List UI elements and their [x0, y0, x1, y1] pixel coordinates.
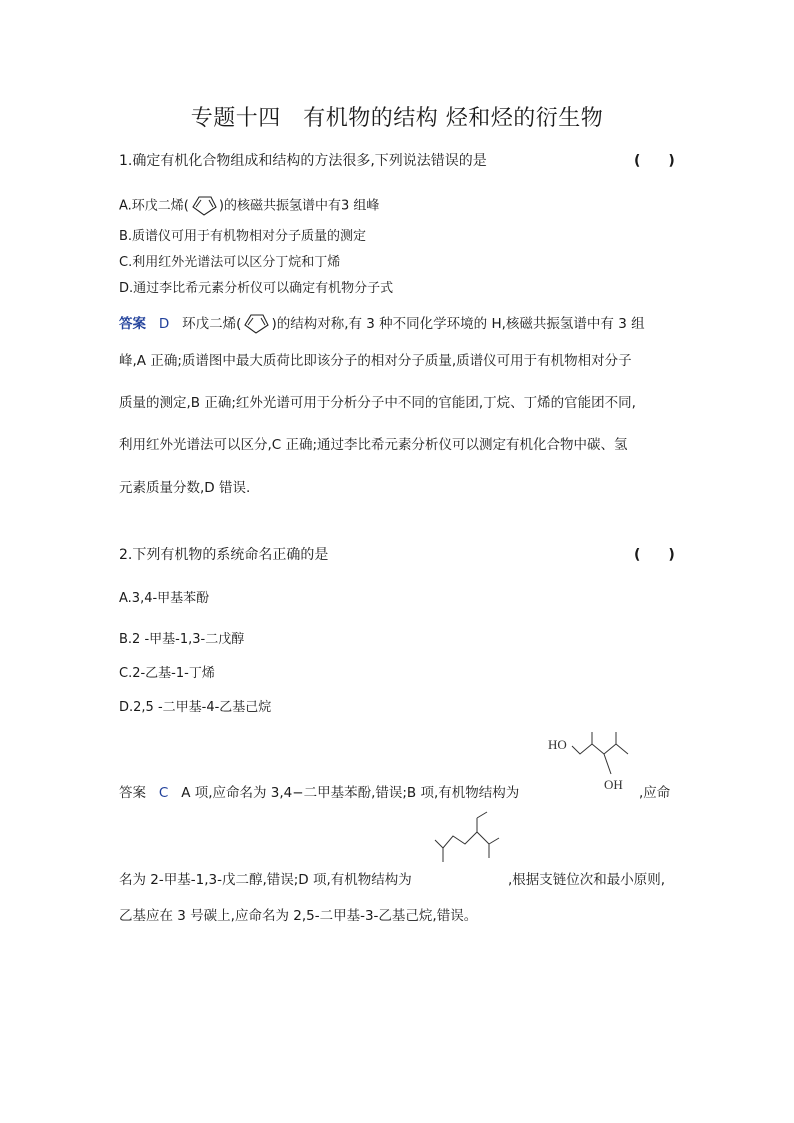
question-1-answer-line-4: 利用红外光谱法可以区分,C 正确;通过李比希元素分析仪可以测定有机化合物中碳、氢: [119, 437, 628, 453]
cyclopentadiene-structure-icon: [241, 311, 271, 337]
question-1-stem: 1.确定有机化合物组成和结构的方法很多,下列说法错误的是: [119, 153, 487, 169]
question-2-answer-line-2-end: ,根据支链位次和最小原则,: [508, 872, 666, 888]
question-2-option-b: B.2 -甲基-1,3-二戊醇: [119, 632, 245, 647]
answer-text-a: A 项,应命名为 3,4−二甲基苯酚,错误;B 项,有机物结构为: [181, 785, 520, 801]
question-1-answer-line-1: [119, 311, 645, 337]
question-1-answer-line-3: 质量的测定,B 正确;红外光谱可用于分析分子中不同的官能团,丁烷、丁烯的官能团不同,: [119, 395, 636, 411]
answer-text-b: )的结构对称,有 3 种不同化学环境的 H,核磁共振氢谱中有 3 组: [271, 316, 645, 332]
question-1-option-d: D.通过李比希元素分析仪可以确定有机物分子式: [119, 281, 394, 296]
answer-text-a: 环戊二烯(: [182, 316, 242, 332]
question-2-option-c: C.2-乙基-1-丁烯: [119, 666, 215, 681]
question-2-answer-blank: ( ): [634, 547, 675, 563]
question-1-answer-line-5: 元素质量分数,D 错误.: [119, 480, 251, 496]
question-1-option-a: [119, 193, 379, 219]
question-2-option-a: A.3,4-甲基苯酚: [119, 591, 210, 606]
diol-structure-diagram: [546, 730, 636, 796]
alkane-structure-diagram: [433, 810, 503, 866]
question-1-answer-line-2: 峰,A 正确;质谱图中最大质荷比即该分子的相对分子质量,质谱仪可用于有机物相对分子: [119, 353, 632, 369]
answer-letter: C: [158, 785, 169, 801]
question-2-stem: 2.下列有机物的系统命名正确的是: [119, 547, 329, 563]
question-1-answer-blank: ( ): [634, 153, 675, 169]
answer-letter: D: [158, 316, 170, 332]
answer-label: 答案: [119, 785, 146, 801]
question-2-answer-line-3: 乙基应在 3 号碳上,应命名为 2,5-二甲基-3-乙基己烷,错误。: [119, 908, 478, 924]
hydroxyl-label-ho: HO: [548, 737, 567, 752]
question-2-answer-line-1: [119, 781, 519, 801]
question-2-answer-line-1-end: ,应命: [639, 785, 671, 801]
question-1-option-b: B.质谱仪可用于有机物相对分子质量的测定: [119, 229, 367, 244]
question-1-option-c: C.利用红外光谱法可以区分丁烷和丁烯: [119, 255, 341, 270]
page-title: 专题十四 有机物的结构 烃和烃的衍生物: [190, 106, 604, 131]
cyclopentadiene-structure-icon: [189, 193, 219, 219]
question-2-answer-line-2: 名为 2-甲基-1,3-戊二醇,错误;D 项,有机物结构为: [119, 872, 412, 888]
answer-label: 答案: [119, 316, 146, 332]
question-2-option-d: D.2,5 -二甲基-4-乙基己烷: [119, 700, 272, 715]
option-a-prefix: A.环戊二烯(: [119, 198, 189, 214]
option-a-suffix: )的核磁共振氢谱中有3 组峰: [218, 198, 380, 214]
hydroxyl-label-oh: OH: [604, 777, 623, 792]
